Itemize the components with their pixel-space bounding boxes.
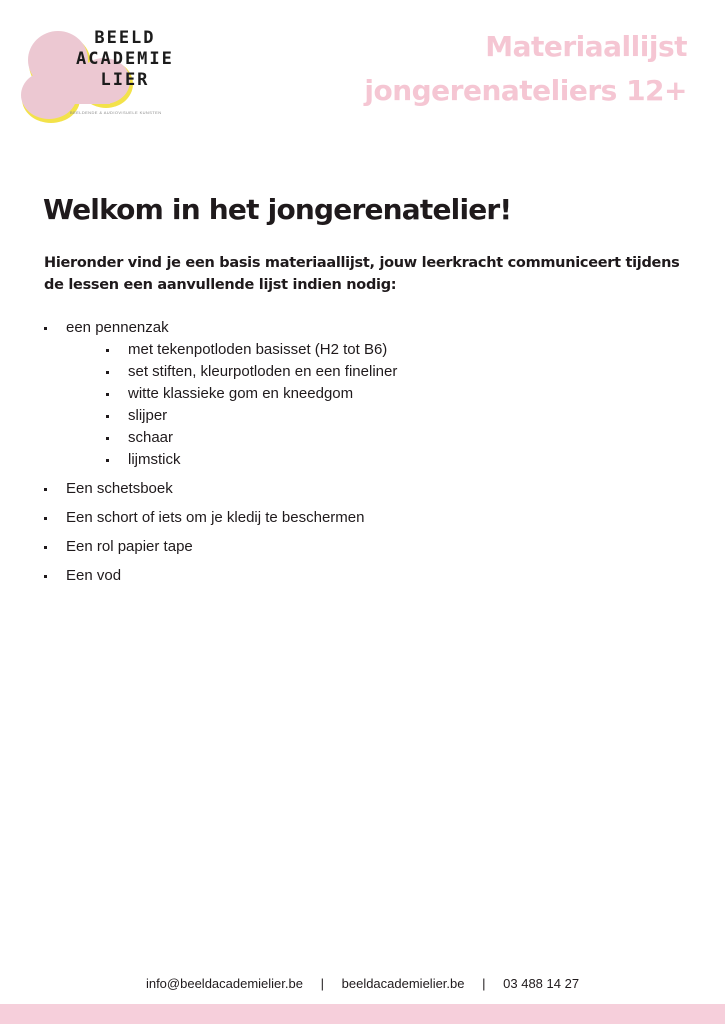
footer-separator: |	[482, 976, 486, 991]
logo-tagline: BEELDENDE & AUDIOVISUELE KUNSTEN	[70, 110, 162, 115]
page-heading: Welkom in het jongerenatelier!	[43, 193, 512, 226]
list-item: Een rol papier tape	[44, 536, 684, 558]
document-title-line: Materiaallijst	[485, 30, 687, 63]
sublist-item: set stiften, kleurpotloden en een fineliner	[106, 361, 684, 383]
materials-list	[44, 317, 684, 587]
logo-line: LIER	[100, 70, 150, 90]
document-title	[364, 25, 687, 113]
list-item: Een schort of iets om je kledij te beschermen	[44, 507, 684, 529]
footer-separator: |	[320, 976, 324, 991]
logo-wordmark	[76, 28, 174, 91]
list-item: Een vod	[44, 565, 684, 587]
list-item-label: een pennenzak	[66, 319, 169, 336]
logo-line: ACADEMIE	[76, 49, 174, 69]
logo	[20, 24, 190, 124]
footer-bar	[0, 1004, 725, 1024]
footer-phone: 03 488 14 27	[503, 976, 580, 991]
sublist-item: slijper	[106, 405, 684, 427]
document-title-line: jongerenateliers 12+	[364, 74, 687, 107]
logo-line: BEELD	[94, 28, 156, 48]
sublist-item: lijmstick	[106, 449, 684, 471]
list-item	[44, 317, 684, 471]
list-item: Een schetsboek	[44, 478, 684, 500]
pencil-case-sublist	[66, 339, 684, 471]
sublist-item: schaar	[106, 427, 684, 449]
sublist-item: witte klassieke gom en kneedgom	[106, 383, 684, 405]
footer-email-link[interactable]: info@beeldacademielier.be	[145, 976, 303, 991]
footer-website-link[interactable]: beeldacademielier.be	[341, 976, 465, 991]
sublist-item: met tekenpotloden basisset (H2 tot B6)	[106, 339, 684, 361]
footer-contact	[0, 976, 725, 991]
intro-paragraph: Hieronder vind je een basis materiaallijst, jouw leerkracht communiceert tijdens de lessen een aanvullende lijst indien nodig:	[44, 255, 680, 293]
